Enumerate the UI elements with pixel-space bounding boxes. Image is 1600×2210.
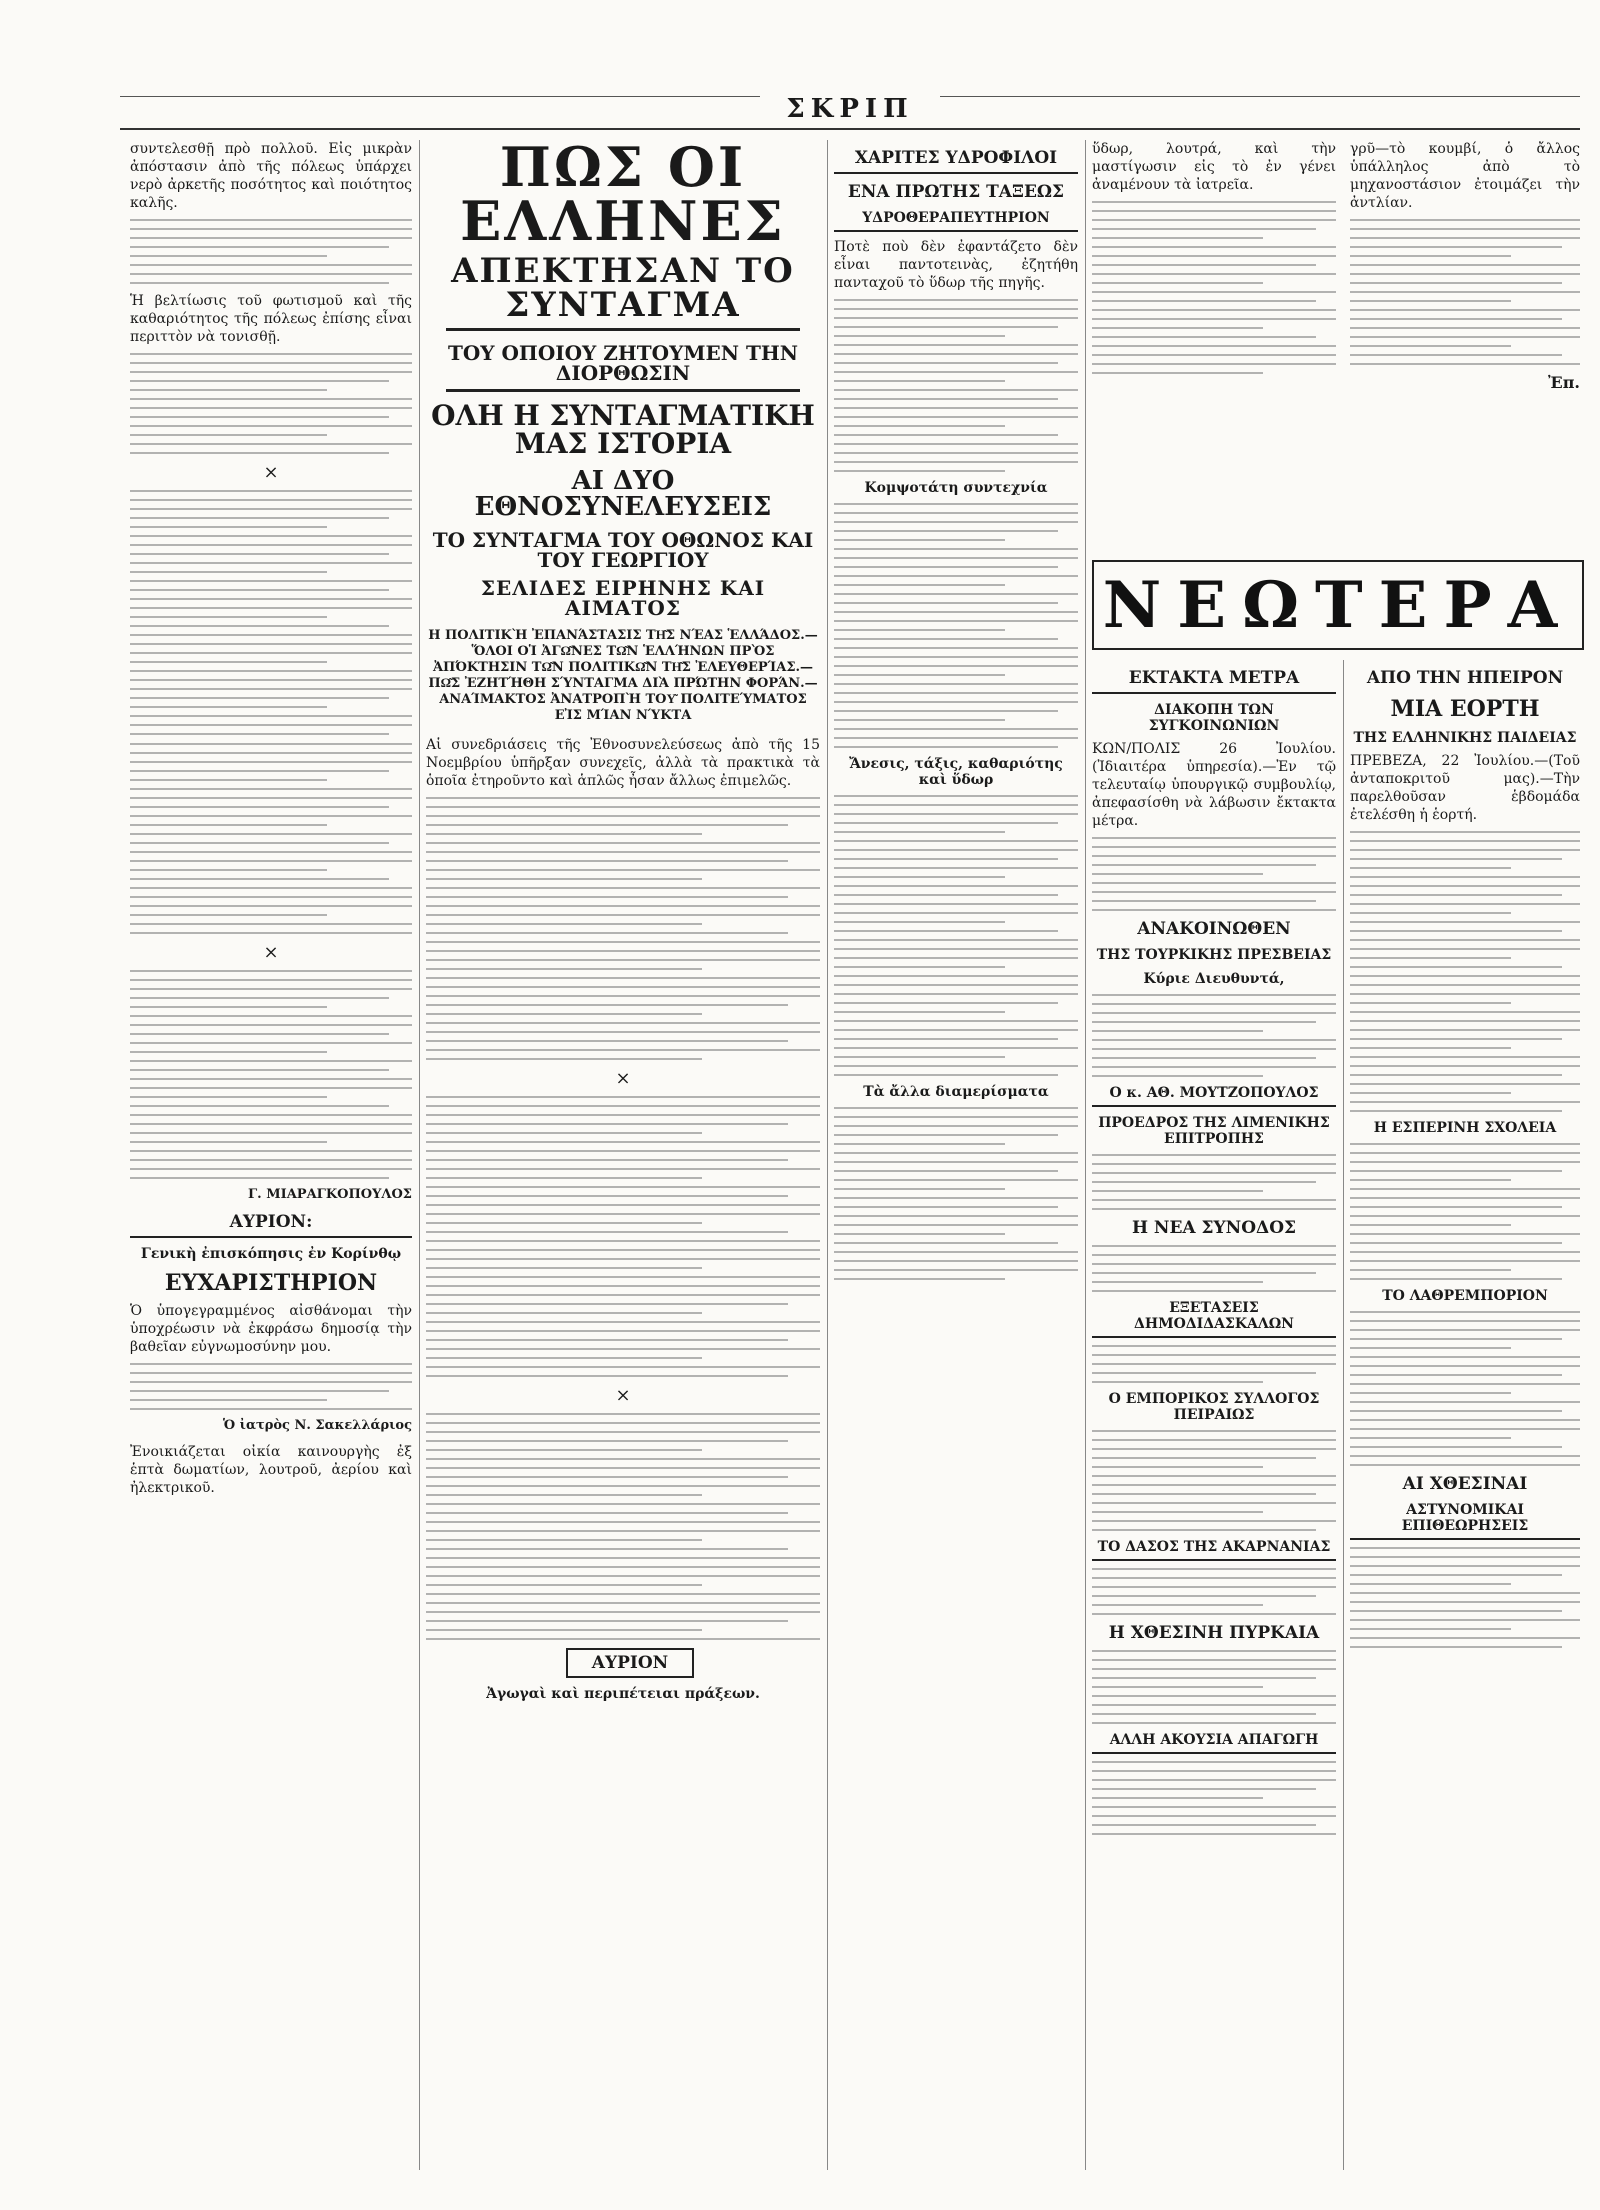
headline: ΤΟΥ ΟΠΟΙΟΥ ΖΗΤΟΥΜΕΝ ΤΗΝ ΔΙΟΡΘΩΣΙΝ bbox=[447, 341, 799, 385]
text-block bbox=[834, 503, 1078, 748]
column-2 bbox=[426, 140, 820, 2170]
classified-notice: Ἐνοικιάζεται οἰκία καινουργὴς ἐξ ἑπτὰ δωματίων, λουτροῦ, ἀερίου καὶ ἠλεκτρικοῦ. bbox=[130, 1444, 412, 1496]
section-subheading: Ἀγωγαὶ καὶ περιπέτειαι πράξεων. bbox=[486, 1686, 760, 1702]
section-heading: ΑΙ ΧΘΕΣΙΝΑΙ bbox=[1402, 1474, 1528, 1494]
article-text: ὕδωρ, λουτρά, καὶ τὴν μαστίγωσιν εἰς τὸ ἐν γένει ἀναμένουν τὰ ἰατρεῖα. bbox=[1092, 141, 1336, 193]
headline: ΕΝΑ ΠΡΩΤΗΣ ΤΑΞΕΩΣ bbox=[847, 182, 1065, 202]
text-block bbox=[426, 1413, 820, 1640]
section-subheading: Ἄνεσις, τάξις, καθαριότης καὶ ὕδωρ bbox=[849, 756, 1063, 788]
section-heading: Η ΕΣΠΕΡΙΝΗ ΣΧΟΛΕΙΑ bbox=[1373, 1120, 1557, 1136]
headline: ΑΙ ΔΥΟ ΕΘΝΟΣΥΝΕΛΕΥΣΕΙΣ bbox=[474, 466, 772, 522]
text-block bbox=[1350, 831, 1580, 1112]
masthead bbox=[120, 88, 1580, 130]
text-block bbox=[1092, 1650, 1336, 1724]
text-block bbox=[1092, 201, 1336, 374]
section-heading: ΑΥΡΙΟΝ bbox=[566, 1648, 694, 1678]
section-separator: × bbox=[615, 1385, 631, 1406]
section-subheading: ΤΗΣ ΕΛΛΗΝΙΚΗΣ ΠΑΙΔΕΙΑΣ bbox=[1353, 730, 1577, 746]
section-heading: ΑΛΛΗ ΑΚΟΥΣΙΑ ΑΠΑΓΩΓΗ bbox=[1092, 1732, 1336, 1754]
article-text: Αἱ συνεδριάσεις τῆς Ἐθνοσυνελεύσεως ἀπὸ τῆς 15 Νοεμβρίου ὑπῆρξαν συνεχεῖς, ἀλλὰ τὰ πρακτικὰ τὰ ὁποῖα ἐτηροῦντο καὶ ἁπλῶς ἦσαν ἄλλως ἐπιμελῶς. bbox=[426, 737, 820, 789]
column-1 bbox=[130, 140, 412, 2170]
section-heading: ΑΝΑΚΟΙΝΩΘΕΝ bbox=[1137, 919, 1291, 939]
column-3 bbox=[834, 140, 1078, 2170]
text-block bbox=[1350, 1547, 1580, 1648]
text-block bbox=[1092, 1568, 1336, 1615]
text-block bbox=[1092, 994, 1336, 1077]
text-block bbox=[1092, 1154, 1336, 1210]
section-heading: ΑΥΡΙΟΝ: bbox=[130, 1212, 412, 1238]
divider bbox=[446, 328, 800, 331]
text-block bbox=[1092, 837, 1336, 911]
column-5-bottom bbox=[1350, 660, 1580, 2170]
section-heading: Η ΝΕΑ ΣΥΝΟΔΟΣ bbox=[1131, 1218, 1297, 1238]
section-subheading: Τὰ ἄλλα διαμερίσματα bbox=[863, 1084, 1049, 1100]
masthead-title: ΣΚΡΙΠ bbox=[760, 94, 940, 124]
section-subheading: Κύριε Διευθυντά, bbox=[1143, 971, 1285, 987]
section-heading: ΤΟ ΛΑΘΡΕΜΠΟΡΙΟΝ bbox=[1382, 1288, 1548, 1304]
text-block bbox=[1350, 219, 1580, 365]
text-block bbox=[834, 795, 1078, 1076]
text-block bbox=[1092, 1761, 1336, 1835]
article-text: συντελεσθῇ πρὸ πολλοῦ. Εἰς μικρὰν ἀπόστασιν ἀπὸ τῆς πόλεως ὑπάρχει νερὸ ἀρκετῆς ποσότητος καὶ ποιότητος καλῆς. bbox=[130, 141, 412, 211]
section-subheading: ΔΙΑΚΟΠΗ ΤΩΝ ΣΥΓΚΟΙΝΩΝΙΩΝ bbox=[1148, 702, 1280, 734]
text-block bbox=[130, 490, 412, 735]
headline: ΟΛΗ Η ΣΥΝΤΑΓΜΑΤΙΚΗ ΜΑΣ ΙΣΤΟΡΙΑ bbox=[431, 399, 815, 460]
article-text: ΠΡΕΒΕΖΑ, 22 Ἰουλίου.—(Τοῦ ἀνταποκριτοῦ μας).—Τὴν παρελθοῦσαν ἑβδομάδα ἐτελέσθη ἡ ἑορτή. bbox=[1350, 753, 1580, 823]
section-subheading: Κομψοτάτη συντεχνία bbox=[864, 480, 1048, 496]
section-heading: Η ΧΘΕΣΙΝΗ ΠΥΡΚΑΙΑ bbox=[1108, 1623, 1320, 1643]
headline: ΣΕΛΙΔΕΣ ΕΙΡΗΝΗΣ ΚΑΙ ΑΙΜΑΤΟΣ bbox=[480, 576, 766, 620]
section-subheading: Γενικὴ ἐπισκόπησις ἐν Κορίνθῳ bbox=[140, 1246, 402, 1262]
text-block bbox=[1092, 1430, 1336, 1531]
text-block bbox=[1350, 1311, 1580, 1466]
text-block bbox=[1092, 1245, 1336, 1292]
headline-deck: Η ΠΟΛΙΤΙΚῊ ἘΠΑΝΆΣΤΑΣΙΣ ΤΗ͂Σ ΝΈΑΣ ἙΛΛΆΔΟΣ.—ὍΛΟΙ ΟἹ ἈΓΩ͂ΝΕΣ ΤΩ͂Ν ἙΛΛΉΝΩΝ ΠΡῸΣ ἈΠΌΚΤΗΣΙΝ ΤΩ͂Ν ΠΟΛΙΤΙΚΩ͂Ν ΤΗ͂Σ ἘΛΕΥΘΕΡΊΑΣ.—ΠΩ͂Σ ἘΖΗΤΉΘΗ ΣΎΝΤΑΓΜΑ ΔΙᾺ ΠΡΏΤΗΝ ΦΟΡΆΝ.—ΑΝΑΊΜΑΚΤΟΣ ἈΝΑΤΡΟΠῊ ΤΟΥ͂ ΠΟΛΙΤΕΎΜΑΤΟΣ ΕἸΣ ΜΊΑΝ ΝΎΚΤΑ bbox=[428, 628, 818, 723]
headline: ΧΑΡΙΤΕΣ ΥΔΡΟΦΙΛΟΙ bbox=[834, 148, 1078, 174]
section-heading: Ο ΕΜΠΟΡΙΚΟΣ ΣΥΛΛΟΓΟΣ ΠΕΙΡΑΙΩΣ bbox=[1108, 1391, 1320, 1423]
text-block bbox=[1350, 1143, 1580, 1280]
column-4-top bbox=[1092, 140, 1336, 550]
section-heading: ΕΥΧΑΡΙΣΤΗΡΙΟΝ bbox=[164, 1270, 378, 1296]
headline: ΥΔΡΟΘΕΡΑΠΕΥΤΗΡΙΟΝ bbox=[834, 210, 1078, 232]
column-divider bbox=[827, 140, 828, 2170]
section-separator: × bbox=[263, 942, 279, 963]
article-text: Ἡ βελτίωσις τοῦ φωτισμοῦ καὶ τῆς καθαριότητος τῆς πόλεως ἐπίσης εἶναι περιττὸν νὰ τονισθῇ. bbox=[130, 293, 412, 345]
text-block bbox=[834, 1107, 1078, 1280]
divider bbox=[446, 389, 800, 392]
text-block bbox=[130, 353, 412, 454]
section-heading: ΜΙΑ ΕΟΡΤΗ bbox=[1390, 696, 1540, 722]
section-subheading: ΤΗΣ ΤΟΥΡΚΙΚΗΣ ΠΡΕΣΒΕΙΑΣ bbox=[1096, 947, 1332, 963]
article-end-mark: Ἐπ. bbox=[1548, 373, 1580, 392]
column-5-top bbox=[1350, 140, 1580, 550]
section-heading: ΠΡΟΕΔΡΟΣ ΤΗΣ ΛΙΜΕΝΙΚΗΣ ΕΠΙΤΡΟΠΗΣ bbox=[1098, 1115, 1330, 1147]
text-block bbox=[130, 219, 412, 284]
author-signature: Γ. ΜΙΑΡΑΓΚΟΠΟΥΛΟΣ bbox=[247, 1187, 412, 1202]
headline: ΤΟ ΣΥΝΤΑΓΜΑ ΤΟΥ ΟΘΩΝΟΣ ΚΑΙ ΤΟΥ ΓΕΩΡΓΙΟΥ bbox=[432, 528, 814, 572]
section-heading: ΤΟ ΔΑΣΟΣ ΤΗΣ ΑΚΑΡΝΑΝΙΑΣ bbox=[1092, 1539, 1336, 1561]
neotera-banner: ΝΕΩΤΕΡΑ bbox=[1092, 560, 1584, 650]
column-divider bbox=[1343, 660, 1344, 2170]
section-heading: ΑΠΟ ΤΗΝ ΗΠΕΙΡΟΝ bbox=[1366, 668, 1564, 688]
column-4-bottom bbox=[1092, 660, 1336, 2170]
text-block bbox=[130, 1363, 412, 1410]
article-text: γρῦ—τὸ κουμβί, ὁ ἄλλος ὑπάλληλος ἀπὸ τὸ μηχανοστάσιον ἐτοιμάζει τὴν ἀντλίαν. bbox=[1350, 141, 1580, 211]
text-block bbox=[130, 743, 412, 934]
column-divider bbox=[419, 140, 420, 2170]
text-block bbox=[426, 797, 820, 1060]
section-heading: ΕΚΤΑΚΤΑ ΜΕΤΡΑ bbox=[1092, 668, 1336, 694]
article-text: ΚΩΝ/ΠΟΛΙΣ 26 Ἰουλίου. (Ἰδιαιτέρα ὑπηρεσία).—Ἐν τῷ τελευταίῳ ὑπουργικῷ συμβουλίῳ, ἀπεφασίσθη νὰ λάβωσιν ἔκτακτα μέτρα. bbox=[1092, 741, 1336, 829]
author-signature: Ὁ ἰατρὸς Ν. Σακελλάριος bbox=[222, 1418, 412, 1433]
text-block bbox=[1092, 1345, 1336, 1383]
column-divider bbox=[1085, 140, 1086, 2170]
text-block bbox=[130, 970, 412, 1179]
section-subheading: ΑΣΤΥΝΟΜΙΚΑΙ ΕΠΙΘΕΩΡΗΣΕΙΣ bbox=[1350, 1502, 1580, 1540]
text-block bbox=[426, 1096, 820, 1377]
article-text: Ὁ ὑπογεγραμμένος αἰσθάνομαι τὴν ὑποχρέωσιν νὰ ἐκφράσω δημοσίᾳ τὴν βαθεῖαν εὐγνωμοσύνην μου. bbox=[130, 1303, 412, 1355]
headline: ΠΩΣ ΟΙ ΕΛΛΗΝΕΣ bbox=[460, 140, 786, 253]
section-separator: × bbox=[615, 1068, 631, 1089]
headline: ΑΠΕΚΤΗΣΑΝ ΤΟ ΣΥΝΤΑΓΜΑ bbox=[451, 251, 795, 325]
section-heading: ΕΞΕΤΑΣΕΙΣ ΔΗΜΟΔΙΔΑΣΚΑΛΩΝ bbox=[1092, 1300, 1336, 1338]
article-text: Ποτὲ ποὺ δὲν ἐφαντάζετο δὲν εἶναι παντοτεινὰς, ἐζητήθη πανταχοῦ τὸ ὕδωρ τῆς πηγῆς. bbox=[834, 239, 1078, 291]
section-separator: × bbox=[263, 462, 279, 483]
text-block bbox=[834, 299, 1078, 472]
section-heading: Ο κ. ΑΘ. ΜΟΥΤΖΟΠΟΥΛΟΣ bbox=[1092, 1085, 1336, 1107]
